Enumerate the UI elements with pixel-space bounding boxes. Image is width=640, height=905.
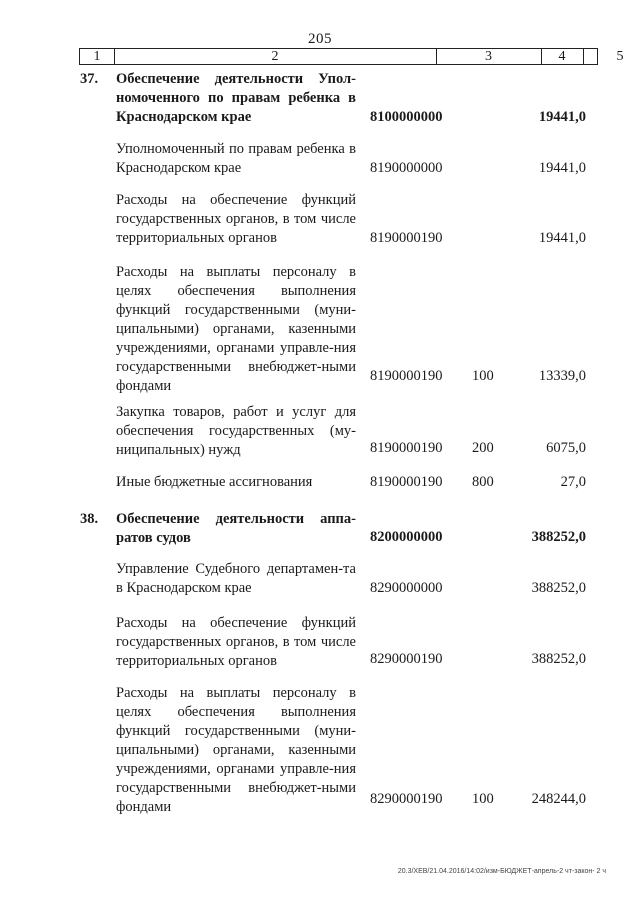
row-name: Расходы на обеспечение функций государственных органов, в том числе территориальных органов [116,615,356,669]
row-number: 38. [80,511,99,527]
row-name: Расходы на выплаты персоналу в целях обеспечения выполнения функций государственными (муни-ципальными) органами, казенными учреждениями, органами управле-ния государственными внебюджет-ными фондами [116,685,356,815]
row-expense-type: 100 [472,368,494,384]
row-code: 8290000190 [370,651,443,667]
row-name: Управление Судебного департамен-та в Краснодарском крае [116,561,356,596]
table-header [79,48,624,65]
row-code: 8190000190 [370,368,443,384]
row-number: 37. [80,71,99,87]
row-code: 8100000000 [370,109,443,125]
row-name: Закупка товаров, работ и услуг для обеспечения государственных (му-ниципальных) нужд [116,404,356,458]
row-expense-type: 200 [472,440,494,456]
row-name: Уполномоченный по правам ребенка в Краснодарском крае [116,141,356,176]
column-header-2: 2 [114,49,437,64]
row-code: 8190000190 [370,230,443,246]
column-header-1: 1 [80,49,115,64]
row-amount: 13339,0 [538,368,586,384]
row-amount: 388252,0 [531,580,586,596]
row-name: Иные бюджетные ассигнования [116,474,313,490]
row-amount: 248244,0 [531,791,586,807]
row-amount: 19441,0 [538,230,586,246]
column-header-4: 4 [541,49,584,64]
row-amount: 27,0 [560,474,586,490]
row-amount: 19441,0 [538,109,586,125]
row-code: 8290000000 [370,580,443,596]
row-amount: 388252,0 [531,529,586,545]
row-code: 8190000190 [370,440,443,456]
row-code: 8190000000 [370,160,443,176]
row-amount: 388252,0 [531,651,586,667]
column-header-5: 5 [616,49,624,64]
row-code: 8200000000 [370,529,443,545]
row-code: 8190000190 [370,474,443,490]
column-header-3: 3 [436,49,542,64]
row-name: Расходы на обеспечение функций государственных органов, в том числе территориальных органов [116,192,356,246]
footer-note: 20.3/ХЕВ/21.04.2016/14:02/изм-БЮДЖЕТ-апрель-2 чт-закон- 2 ч [397,868,606,875]
row-code: 8290000190 [370,791,443,807]
row-name: Обеспечение деятельности аппа-ратов судов [116,511,356,546]
row-amount: 6075,0 [546,440,586,456]
page-number: 205 [308,31,332,47]
row-name: Обеспечение деятельности Упол-номоченного по правам ребенка в Краснодарском крае [116,71,356,125]
row-amount: 19441,0 [538,160,586,176]
row-name: Расходы на выплаты персоналу в целях обеспечения выполнения функций государственными (муни-ципальными) органами, казенными учреждениями, органами управле-ния государственными внебюджет-ными фондами [116,264,356,394]
row-expense-type: 800 [472,474,494,490]
row-expense-type: 100 [472,791,494,807]
